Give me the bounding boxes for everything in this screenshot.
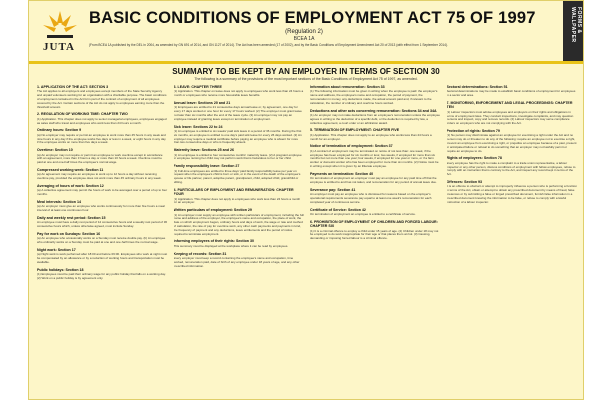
poster <box>28 0 584 400</box>
section-body: (1) An employee is entitled to four consecutive months' maternity leave. (2) A pregnant employee or employee nursing her child may not perform work that is hazardous to her or her child. <box>173 152 302 161</box>
section-body: This summary must be displayed at the workplace where it can be read by employees. <box>173 243 289 248</box>
section-body: (1) Full-time employees are entitled to three days' paid family responsibility leave per year on request when the employee's child is born or sick, or in the event of the death of the employee's spouse or life partner, parent, adoptive parent, grandparent, child, adopted child, grandchild or sibling. <box>173 168 301 184</box>
intro-text: (From BCEA 1A published by the DEL in 2004, as amended by GN 691 of 2014, and GN 1127 of 2014). The Act has been amended (17 of 2002), and by the Basic Conditions of Employment Amendment Act 20 of 2013 (with effect from 1 September 2014). <box>89 43 448 47</box>
section <box>37 184 168 197</box>
section-title: Sick leave: Sections 22 to 24 <box>173 124 223 129</box>
section <box>174 148 305 161</box>
section <box>310 208 441 217</box>
section-title: Family responsibility leave: Section 27 <box>173 164 240 169</box>
column-4 <box>447 85 578 393</box>
section-body: (1) A contract of employment may be terminated on notice of not less than: one week, if the employee has been employed for six months or less; two weeks, if employed for more than six months but not more than one year; four weeks, if employed for one year or more, or if a farm worker or domestic worker who has been employed for more than six months. (2) Notice must be in writing except when it is given by an illiterate employee. <box>310 148 439 168</box>
section-title: Payments on termination: Section 40 <box>310 171 374 176</box>
section <box>310 220 441 241</box>
column-3 <box>310 85 441 393</box>
section-body: (1) Employees must be paid their ordinary wage for any public holiday that falls on a working day. (2) Work on a public holiday is by agreement only. <box>37 272 166 280</box>
section-body: (a) An agreement may require an employee to work up to 12 hours a day without receiving overtime pay, provided the employee does not work more than 45 ordinary hours in any week. <box>37 172 162 181</box>
section-body: Sectoral determinations may be made to establish basic conditions of employment for employees in a sector and area. <box>446 89 576 98</box>
section-body: (1) No person may discriminate against an employee for exercising a right under the Act and no person may do or threaten to do any of the following: require an employee not to exercise a right, prevent an employee from exercising a right, or prejudice an employee because of a past, present or anticipated failure or refusal to do something that an employer may not lawfully permit or require an employee to do. <box>446 133 577 153</box>
page-title: BASIC CONDITIONS OF EMPLOYMENT ACT 75 OF 1997 <box>89 9 536 27</box>
section <box>37 128 168 145</box>
section-body: (a) No employer may require or permit an employee to work more than 45 hours in any week and nine hours in any day if the employee works five days or less in a week, or eight hours in any day if the employee works on more than five days a week. <box>37 132 166 145</box>
section <box>310 85 441 106</box>
section-body: An employee must have a daily rest period of 12 consecutive hours and a weekly rest period of 36 consecutive hours which, unless otherwise agreed, must include Sunday. <box>37 220 168 229</box>
section-title: Night work: Section 17 <box>37 247 76 252</box>
section-title: Averaging of hours of work: Section 12 <box>37 183 104 188</box>
section-title: Ordinary hours: Section 9 <box>37 128 82 133</box>
section-title: Severance pay: Section 41 <box>310 187 356 192</box>
section-body: (a) Night work is work performed after 18:00 and before 06:00. Employees who work at night must be compensated by an allowance or by a reduction of working hours and transportation must be available. <box>37 252 168 264</box>
section-title: Protection of rights: Section 79 <box>446 129 500 133</box>
section-title: Pay for work on Sundays: Section 16 <box>37 231 101 236</box>
columns <box>37 85 577 393</box>
section-title: Certificate of Service: Section 42 <box>310 207 366 212</box>
section <box>310 188 441 205</box>
section <box>37 148 168 165</box>
section-title: Notice of termination of employment: Section 37 <box>310 144 393 149</box>
section-title: Daily and weekly rest period: Section 15 <box>37 215 106 220</box>
section-title: Deductions and other acts concerning remuneration: Sections 34 and 34A <box>310 108 437 113</box>
section-body: (1) Application. This chapter on leave does not apply to employees who work less than 24 hours a month or employees who receive more favourable leave benefits. <box>173 89 304 98</box>
section <box>37 112 168 125</box>
section <box>310 128 441 141</box>
section-body: It is an offence to obstruct or attempt to improperly influence a person who is performing a function in terms of the Act, obtain or attempt to obtain any prescribed document by means of fraud, false pretences or by submitting a false or forged prescribed document, furnish false information in a prescribed document knowing the information to be false, or refuse to comply with a lawful instruction of a labour inspector. <box>446 184 577 204</box>
section-title: Sectoral determinations: Section 51 <box>446 85 508 89</box>
section <box>447 156 578 177</box>
subtitle: (Regulation 2) <box>285 29 323 35</box>
section-title: Meal intervals: Section 14 <box>37 199 81 204</box>
section-title: Public holidays: Section 18 <box>37 267 84 272</box>
section <box>37 232 168 245</box>
section-title: 1. APPLICATION OF THE ACT: SECTION 3 <box>37 85 109 89</box>
section <box>37 216 168 229</box>
section <box>310 144 441 168</box>
summary-title: SUMMARY TO BE KEPT BY AN EMPLOYER IN TERMS OF SECTION 30 <box>172 67 440 76</box>
section <box>174 164 305 185</box>
section-body: (1) Application. This chapter does not apply to an employee who works less than 24 hours a month for an employer. <box>310 132 432 141</box>
section <box>37 200 168 213</box>
section-title: Offences: Section 93 <box>446 179 483 184</box>
section <box>310 109 441 126</box>
section-title: Annual leave: Sections 20 and 21 <box>173 101 231 105</box>
section-body: (1) It is a criminal offence to employ a child under 15 years of age. (2) Children under 18 may not be employed to do work inappropriate for their age or that places them at risk. (3) Causing, demanding or imposing forced labour is a criminal offence. <box>310 228 439 241</box>
section-title: Informing employees of their rights: Section 30 <box>173 239 254 244</box>
section-body: (a) A collective agreement may permit the hours of work to be averaged over a period of up to four months. <box>37 188 168 197</box>
section-title: 5. TERMINATION OF EMPLOYMENT: CHAPTER FIVE <box>310 128 400 133</box>
section-body: (1) An employee is entitled to six weeks' paid sick leave in a period of 36 months. During the first six months, an employee is entitled to one day's paid sick leave for every 26 days worked. (2) An employer may require a medical certificate before paying an employee who is absent for more than two consecutive days or who is frequently absent. <box>173 129 302 145</box>
section-body: (a) An employer must give an employee who works continuously for more than five hours a meal interval of at least one continuous hour. <box>37 204 165 213</box>
section-title: Compressed working week: Section 11 <box>37 167 104 172</box>
section <box>174 239 305 248</box>
section <box>37 248 168 265</box>
section-title: 7. MONITORING, ENFORCEMENT AND LEGAL PROCEEDINGS: CHAPTER TEN <box>446 101 573 110</box>
section-body: The Act applies to all employers and employees except members of the State Security Agency and unpaid volunteers working for an organisation with a charitable purpose. The basic conditions of employment contained in the Act form part of the contract of employment of all employees covered by the Act. Certain sections of the Act do not apply to employees earning more than the threshold amount. <box>37 89 167 109</box>
side-tab-label: FORMS & WALLPAPER <box>570 7 582 43</box>
section <box>310 172 441 185</box>
section-body: An employer must pay an employee who is dismissed for reasons based on the employer's operational requirements severance pay equal to at least one week's remuneration for each completed year of continuous service. <box>310 192 432 204</box>
column-2 <box>174 85 305 393</box>
section-body: (a) An employee who occasionally works on a Sunday must receive double pay. (b) An employee who ordinarily works on a Sunday must be paid at one and one-half times the normal wage. <box>37 236 166 245</box>
divider-bar <box>29 61 583 64</box>
side-tab <box>563 1 583 61</box>
section-body: On termination of employment an employee is entitled to a certificate of service. <box>310 211 416 216</box>
section-title: Rights of employees: Section 78 <box>446 156 502 161</box>
section-title: 6. PROHIBITION OF EMPLOYMENT OF CHILDREN AND FORCED LABOUR: CHAPTER SIX <box>310 219 438 229</box>
section-title: Information about remuneration: Section 33 <box>310 85 385 89</box>
section-title: 2. REGULATION OF WORKING TIME: CHAPTER TWO <box>37 112 128 117</box>
section <box>174 252 305 269</box>
section-body: Every employer must keep a record containing the employee's name and occupation, time worked, remuneration paid, date of birth of any employee under 18 years of age, and any other prescribed information. <box>173 255 300 268</box>
section-body: (1) An employer may not make deductions from an employee's remuneration unless the employee agrees in writing to the deduction of a specific debt, or the deduction is required by law, a collective agreement, a court order or an arbitration award. <box>310 113 440 125</box>
section <box>447 129 578 153</box>
section <box>447 101 578 126</box>
section-body: (1) Labour inspectors must advise employees and employers on their rights and obligations in terms of employment laws. They conduct inspections, investigate complaints, and may question persons and inspect, copy and remove records. (2) Labour inspectors may serve compliance orders on employers who are not complying with the Act. <box>446 109 574 126</box>
column-1 <box>37 85 168 393</box>
section <box>37 85 168 109</box>
logo-text: JUTA <box>43 41 75 53</box>
section <box>174 188 305 205</box>
section <box>174 125 305 146</box>
section-title: 3. LEAVE: CHAPTER THREE <box>173 85 222 89</box>
section-title: Written particulars of employment: Section 29 <box>173 208 252 213</box>
section-body: (1) An employer must supply an employee with written particulars of employment, including the full name and address of the employer, the employee's name and occupation, the place of work, the date on which employment began, ordinary hours and days of work, the wage or rate and method of calculation, the rate of pay for overtime work, any other cash payments and payments in kind, the frequency of payment and any deductions, leave entitlements and the period of notice required to terminate employment. <box>173 212 304 236</box>
section-title: Overtime: Section 10 <box>37 148 73 153</box>
section <box>174 101 305 122</box>
section-body: (1) Employees are entitled to 21 consecutive days annual leave or, by agreement, one day for every 17 days worked or one hour for every 17 hours worked. (2) The employer must grant leave not later than six months after the end of the leave cycle. (3) An employer may not pay an employee instead of granting leave except on termination of employment. <box>173 105 302 121</box>
section-body: (a) An employer may not require or permit an employee to work overtime except in accordance with an agreement, more than 3 hours a day or more than 10 hours a week. Overtime must be paid at one and one-half times the employee's normal wage. <box>37 152 163 165</box>
section-body: (1) Application. This chapter does not apply to employees who work less than 24 hours a month for an employer. <box>173 196 301 205</box>
header <box>29 1 583 61</box>
section <box>447 180 578 204</box>
form-ref: BCEA 1A <box>293 36 315 42</box>
section-title: Keeping of records: Section 31 <box>173 251 227 256</box>
section <box>174 85 305 98</box>
section <box>174 208 305 236</box>
section-body: (1) The following information must be given in writing when the employee is paid: the employer's name and address, the employee's name and occupation, the period of payment, the remuneration in money, any deductions made, the actual amount paid and, if relevant to the calculation, the number of ordinary and overtime hours worked. <box>310 89 438 105</box>
section <box>37 268 168 281</box>
section-body: On termination of employment an employer must pay an employee for any paid time off that the employee is entitled to and has not taken, and remuneration for any period of annual leave due. <box>310 176 437 184</box>
section-body: Every employee has the right to make a complaint to a trade union representative, a labour inspector or any other person, discuss conditions of employment with fellow employees, refuse to comply with an instruction that is contrary to the Act, and inspect any record kept in terms of the Act. <box>446 160 576 177</box>
section-body: (1) Application. This chapter does not apply to senior managerial employees, employees engaged as sales staff who travel and employees who work less than 24 hours a month. <box>37 116 167 125</box>
section <box>37 168 168 181</box>
summary-note: The following is a summary of the provisions of the most important sections of the Basic Conditions of Employment Act 75 of 1997, as amended. <box>194 77 418 81</box>
section <box>447 85 578 98</box>
section-title: 4. PARTICULARS OF EMPLOYMENT AND REMUNERATION: CHAPTER FOUR <box>173 187 294 197</box>
section-title: Maternity leave: Sections 25 and 26 <box>173 148 235 153</box>
